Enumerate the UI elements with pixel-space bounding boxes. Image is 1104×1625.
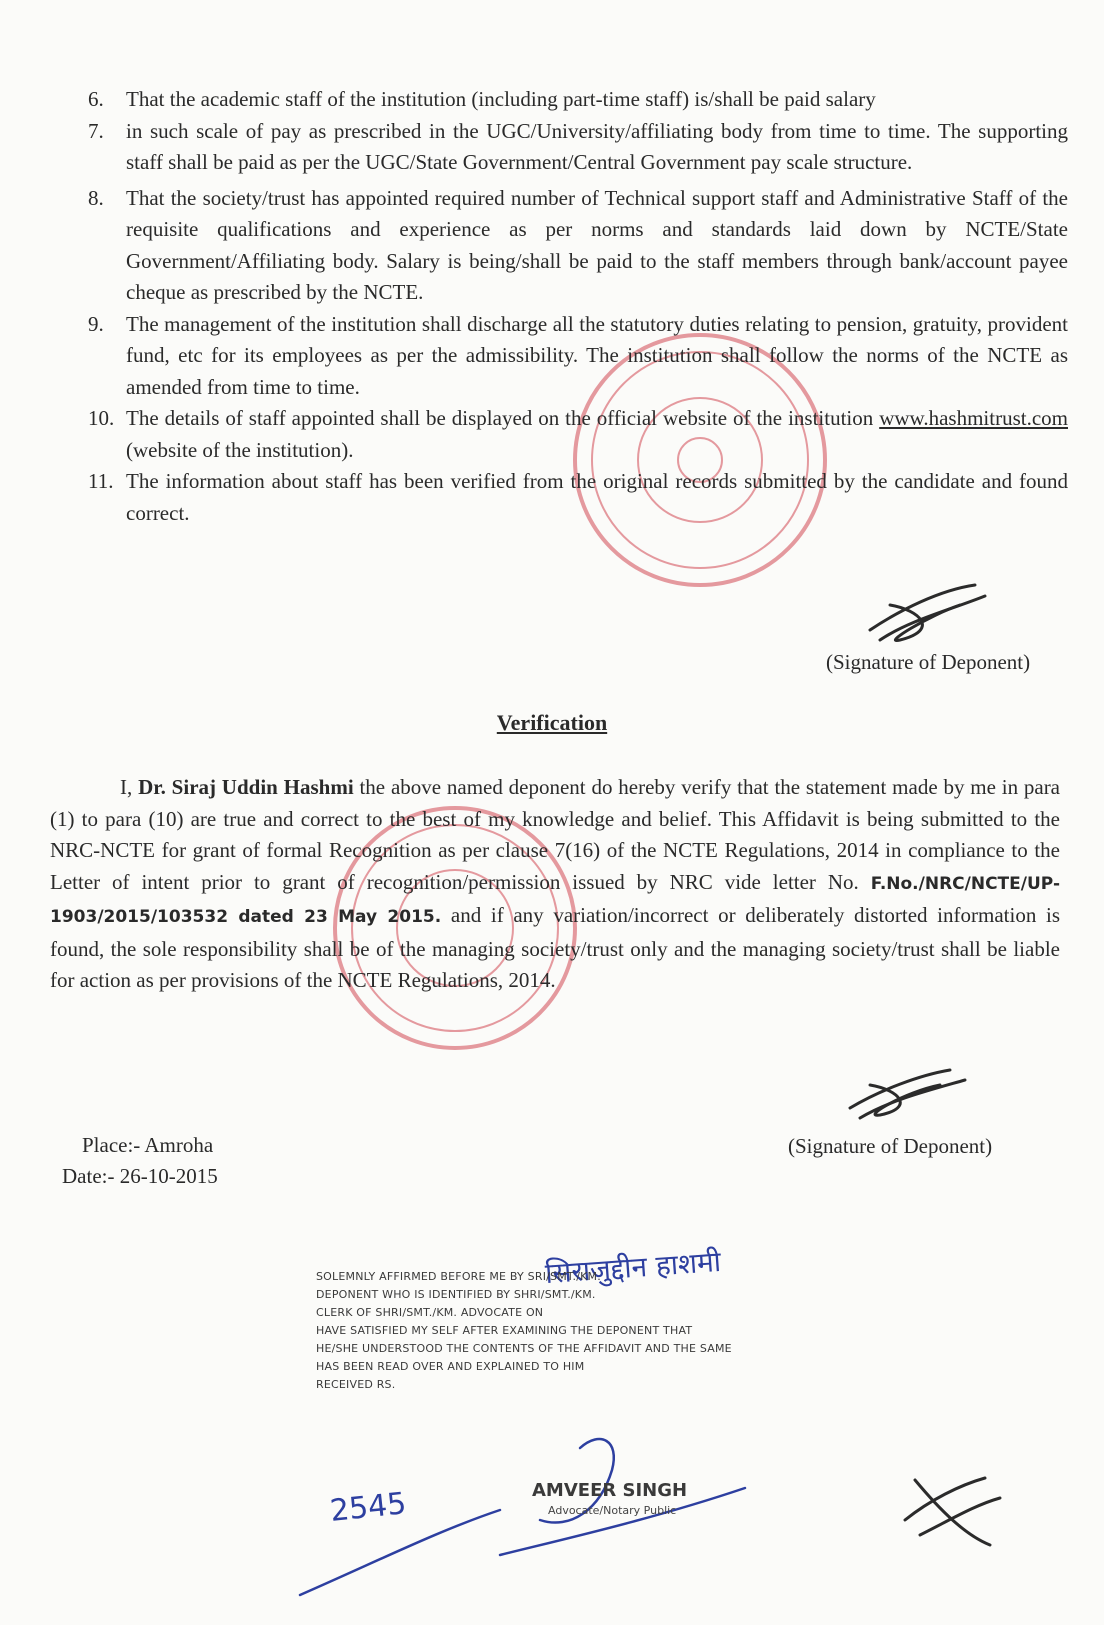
- item-number: 10.: [88, 406, 115, 430]
- item-number: 7.: [88, 118, 104, 143]
- place: Place:- Amroha: [82, 1133, 214, 1157]
- deponent-name: Dr. Siraj Uddin Hashmi: [138, 775, 354, 799]
- signature-label: (Signature of Deponent): [788, 1134, 993, 1158]
- verification-text: I,: [120, 775, 139, 799]
- stamp-line: HAS BEEN READ OVER AND EXPLAINED TO HIM: [316, 1360, 585, 1373]
- undertaking-list: [88, 84, 1068, 529]
- item-number: 8.: [88, 185, 104, 210]
- list-item: [88, 403, 1068, 466]
- item-text: The details of staff appointed shall be displayed on the official website of the institution: [126, 406, 880, 430]
- list-item: [88, 309, 1068, 404]
- item-text: That the academic staff of the institution (including part-time staff) is/shall be paid salary: [126, 87, 876, 111]
- item-text: The information about staff has been verified from the original records submitted by the candidate and found correct.: [126, 469, 1068, 525]
- item-number: 9.: [88, 311, 104, 336]
- item-text: in such scale of pay as prescribed in the UGC/University/affiliating body from time to time. The supporting staff shall be paid as per the UGC/State Government/Central Government pay scale structure.: [126, 118, 1068, 174]
- item-number: 6.: [88, 87, 104, 111]
- notary-stamp-text: [316, 1268, 736, 1394]
- item-text: The management of the institution shall discharge all the statutory duties relating to pension, gratuity, provident fund, etc for its employees as per the admissibility. The institution shall follow the norms of the NCTE as amended from time to time.: [126, 311, 1068, 399]
- date: Date:- 26-10-2015: [62, 1164, 218, 1188]
- notary-name: AMVEER SINGH: [532, 1480, 688, 1501]
- item-text: That the society/trust has appointed required number of Technical support staff and Administrative Staff of the requisite qualifications and experience as per norms and standards laid down by NCTE/State Government/Affiliating body. Salary is being/shall be paid to the staff members through bank/account payee cheque as prescribed by the NCTE.: [126, 185, 1068, 304]
- item-text: (website of the institution).: [126, 437, 354, 462]
- list-item: [88, 183, 1068, 309]
- verification-text: and if any variation/incorrect or deliberately distorted information is found, the sole responsibility shall be of the managing society/trust only and the managing society/trust shall be liable for action as per provisions of the NCTE Regulations, 2014.: [50, 903, 1060, 992]
- verification-heading: Verification: [496, 710, 608, 735]
- stamp-line: HAVE SATISFIED MY SELF AFTER EXAMINING THE DEPONENT THAT: [316, 1324, 693, 1337]
- handwritten-name: सिराजुद्दीन हाशमी: [544, 1244, 723, 1291]
- stamp-line: SOLEMNLY AFFIRMED BEFORE ME BY SRI/SMT./KM.: [316, 1270, 601, 1283]
- notary-designation: Advocate/Notary Public: [548, 1504, 677, 1517]
- deponent-signature-2: [850, 1070, 965, 1118]
- stamp-line: RECEIVED RS.: [316, 1378, 396, 1391]
- website-link[interactable]: www.hashmitrust.com: [879, 406, 1068, 430]
- signature-label: (Signature of Deponent): [826, 650, 1031, 674]
- letter-reference: F.No./NRC/NCTE/UP-1903/2015/103532 dated 23 May 2015.: [50, 873, 1060, 927]
- stamp-line: CLERK OF SHRI/SMT./KM. ADVOCATE ON: [316, 1306, 544, 1319]
- deponent-signature-1: [870, 585, 985, 641]
- handwritten-number: 2545: [328, 1486, 408, 1529]
- stamp-line: DEPONENT WHO IS IDENTIFIED BY SHRI/SMT./KM.: [316, 1288, 596, 1301]
- list-item: [88, 84, 1068, 116]
- verification-text: the above named deponent do hereby verify that the statement made by me in para (1) to para (10) are true and correct to the best of my knowledge and belief. This Affidavit is being submitted to the NRC-NCTE for grant of formal Recognition as per clause 7(16) of the NCTE Regulations, 2014 in compliance to the Letter of intent prior to grant of recognition/permission issued by NRC vide letter No.: [50, 775, 1061, 894]
- list-item: [88, 116, 1068, 179]
- item-number: 11.: [88, 469, 114, 493]
- verification-paragraph: [50, 772, 1060, 997]
- witness-signature: [905, 1478, 1000, 1545]
- stamp-line: HE/SHE UNDERSTOOD THE CONTENTS OF THE AFFIDAVIT AND THE SAME: [316, 1342, 732, 1355]
- list-item: [88, 466, 1068, 529]
